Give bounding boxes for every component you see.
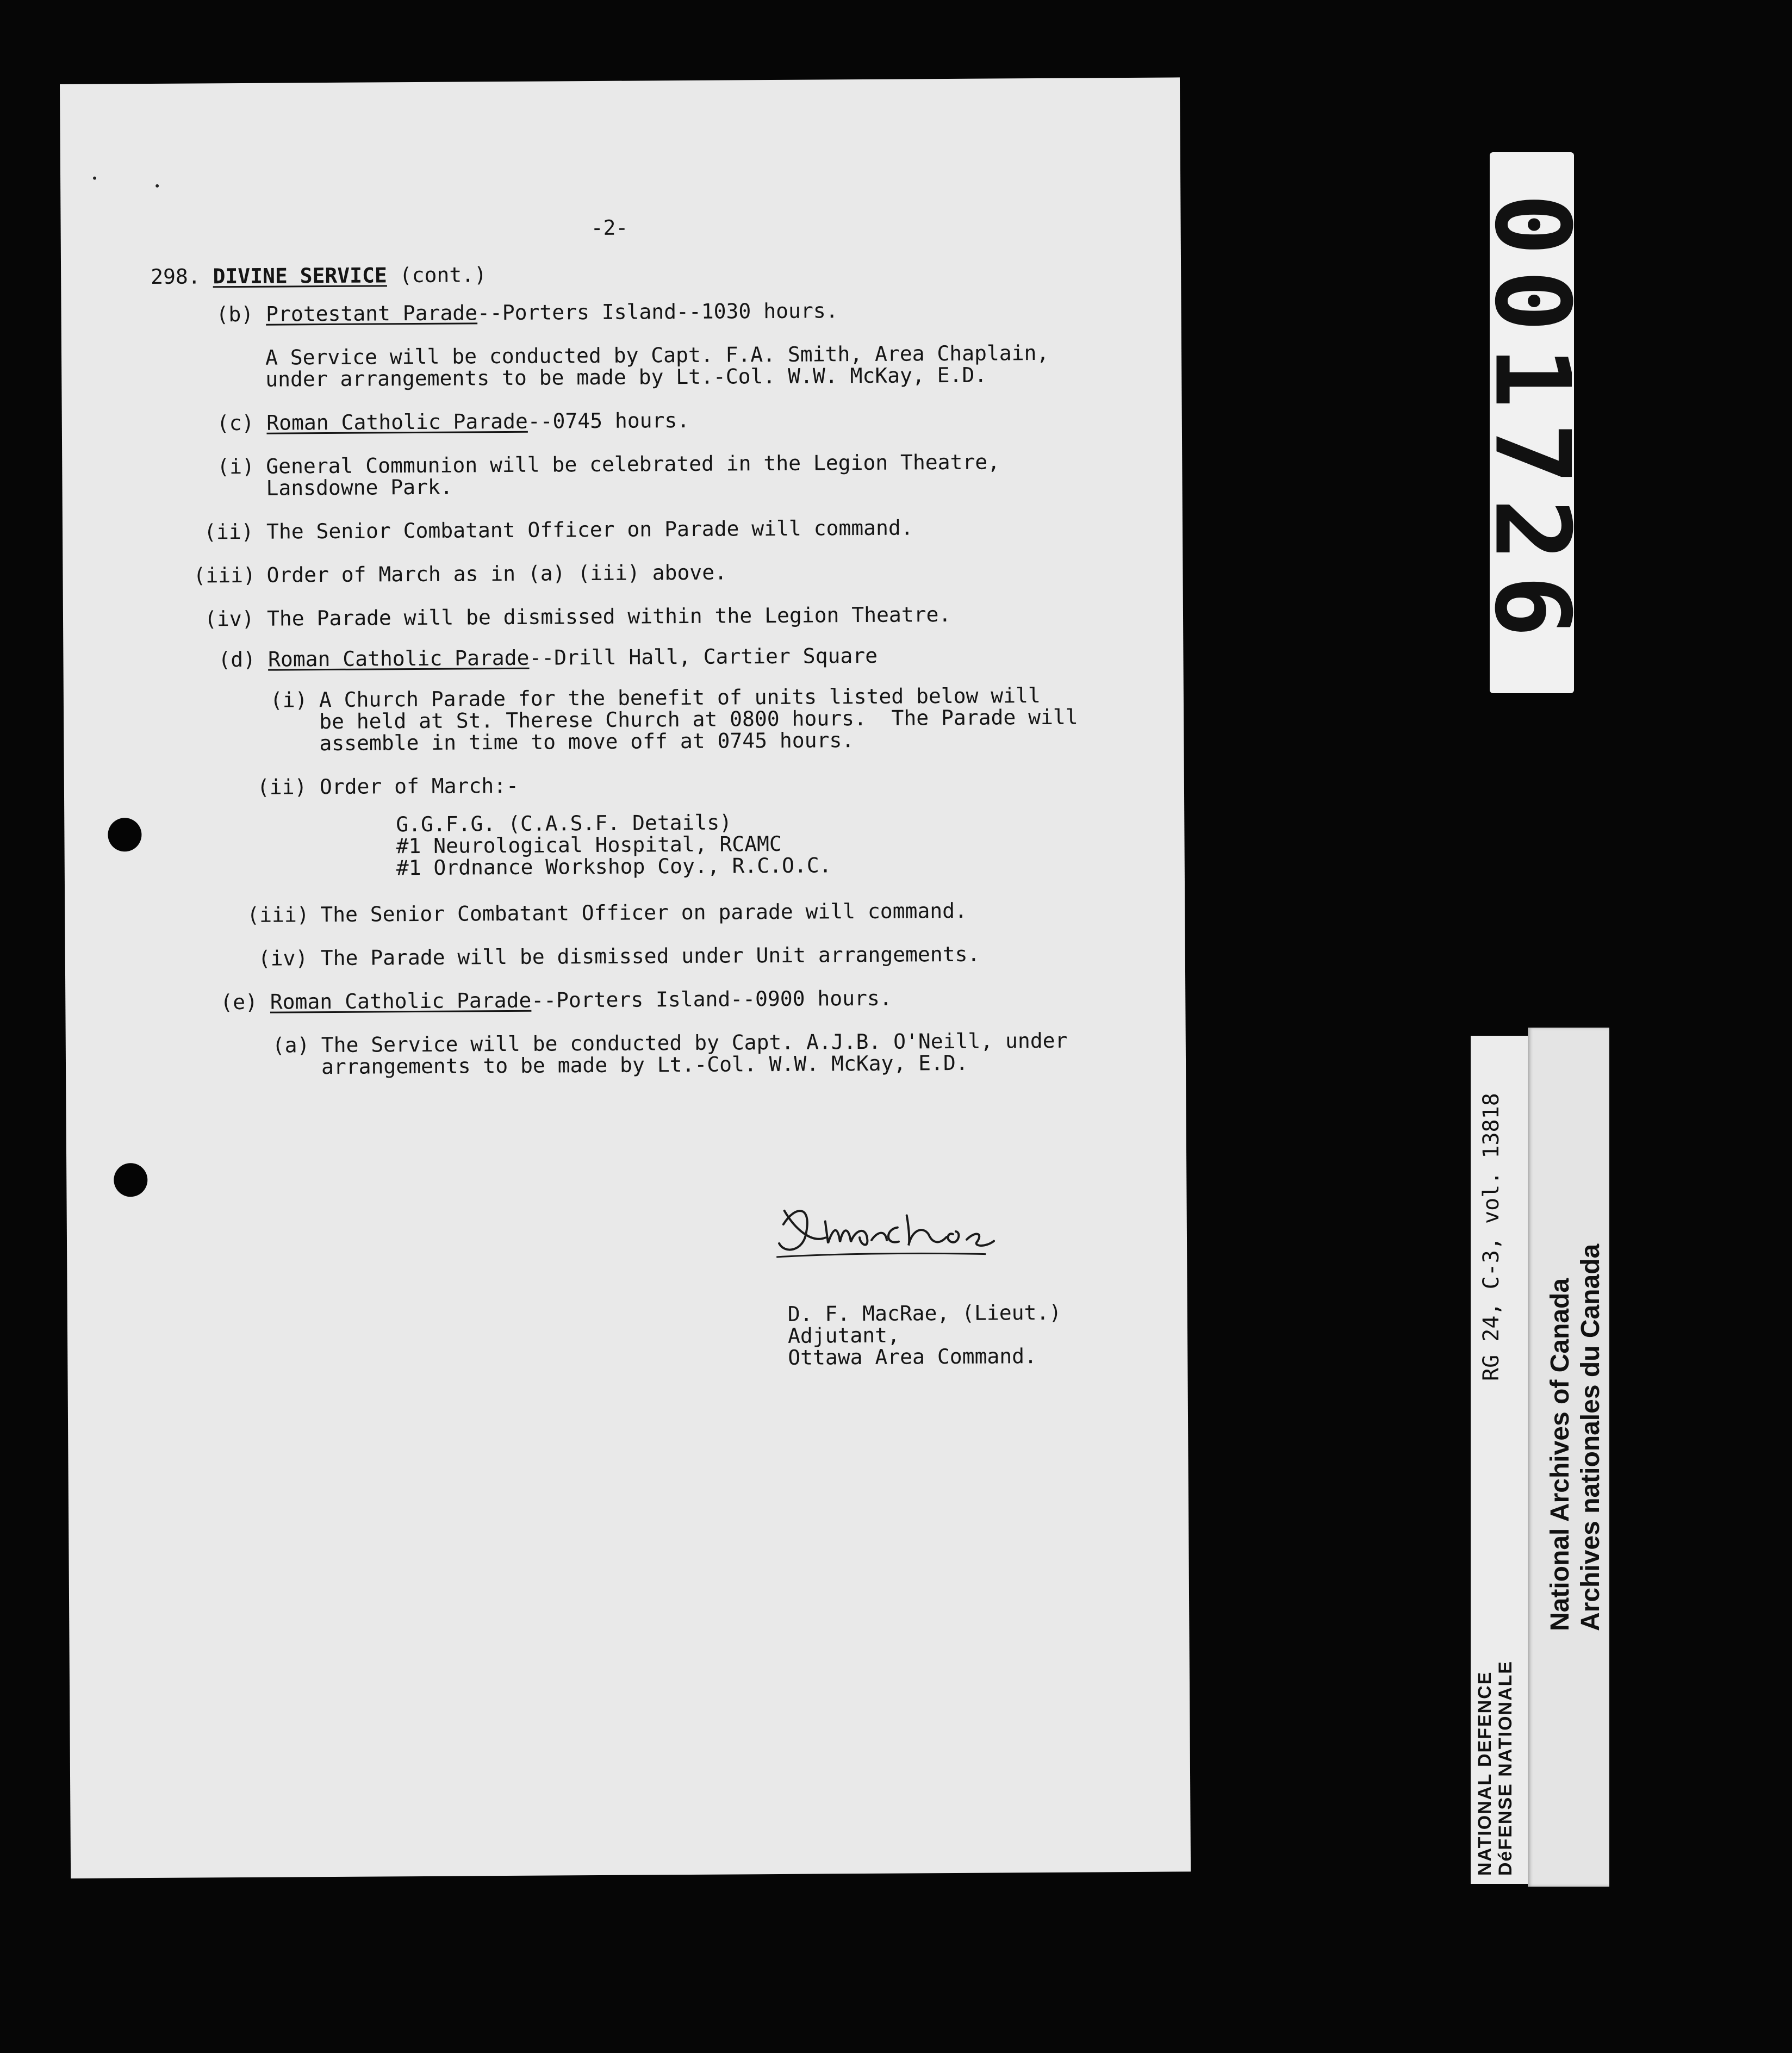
item-c-i-marker: (i) (217, 454, 255, 479)
item-title: Roman Catholic Parade (267, 645, 530, 671)
page-number: -2- (590, 215, 629, 240)
item-d-iv-marker: (iv) (258, 946, 308, 970)
department-en: NATIONAL DEFENCE (1474, 1671, 1495, 1876)
item-title: Protestant Parade (265, 301, 478, 326)
item-d-heading (218, 645, 878, 670)
item-d-i-line: assemble in time to move off at 0745 hours. (319, 728, 855, 756)
typed-memo (60, 77, 1191, 1878)
item-d-i-line: be held at St. Therese Church at 0800 hours. The Parade will (319, 705, 1078, 734)
archives-name-en: National Archives of Canada (1546, 1278, 1575, 1631)
item-marker: (b) (216, 302, 254, 327)
heading-suffix: (cont.) (399, 263, 487, 288)
item-e-a-line: The Service will be conducted by Capt. A.J.B. O'Neill, under (321, 1028, 1068, 1057)
archive-reference: RG 24, C-3, vol. 13818 (1479, 1093, 1504, 1381)
item-c-i-line: General Communion will be celebrated in the Legion Theatre, (266, 450, 1000, 478)
item-details: --Porters Island--0900 hours. (531, 986, 892, 1012)
march-unit: #1 Neurological Hospital, RCAMC (396, 831, 782, 858)
item-b-line: A Service will be conducted by Capt. F.A. Smith, Area Chaplain, (265, 340, 1049, 370)
item-d-iii-marker: (iii) (247, 903, 309, 927)
signatory-name: D. F. MacRae, (Lieut.) (787, 1300, 1062, 1326)
frame-number-strip (1472, 152, 1592, 693)
item-c-i-line: Lansdowne Park. (266, 475, 453, 500)
item-title: Roman Catholic Parade (266, 409, 528, 435)
item-e-a-line: arrangements to be made by Lt.-Col. W.W. McKay, E.D. (321, 1050, 968, 1079)
item-marker: (e) (220, 990, 258, 1015)
item-c-iii-marker: (iii) (193, 563, 256, 588)
item-details: --Drill Hall, Cartier Square (529, 643, 878, 670)
item-e-a-marker: (a) (272, 1033, 310, 1057)
item-b-heading (216, 300, 838, 325)
item-details: --0745 hours. (527, 408, 690, 433)
item-d-ii-text: Order of March:- (319, 773, 519, 799)
handwritten-signature (774, 1198, 1008, 1265)
item-details: --Porters Island--1030 hours. (477, 298, 838, 325)
frame-number: 001726 (1472, 193, 1592, 652)
signatory-command: Ottawa Area Command. (788, 1344, 1037, 1370)
item-d-i-marker: (i) (270, 688, 308, 712)
item-d-iii-text: The Senior Combatant Officer on parade will command. (320, 898, 968, 927)
item-d-iv-text: The Parade will be dismissed under Unit arrangements. (320, 942, 980, 970)
march-unit: #1 Ordnance Workshop Coy., R.C.O.C. (396, 853, 832, 880)
item-d-ii-marker: (ii) (257, 775, 307, 799)
item-d-i-line: A Church Parade for the benefit of units listed below will (319, 683, 1041, 712)
item-marker: (c) (216, 410, 254, 436)
item-c-heading (217, 409, 690, 434)
heading-title: DIVINE SERVICE (213, 263, 387, 289)
item-title: Roman Catholic Parade (270, 988, 532, 1014)
archives-name-fr: Archives nationales du Canada (1576, 1243, 1605, 1631)
section-heading (151, 264, 487, 288)
item-c-iv-text: The Parade will be dismissed within the Legion Theatre. (266, 602, 951, 631)
department-fr: DéFENSE NATIONALE (1495, 1660, 1516, 1876)
item-c-iii-text: Order of March as in (a) (iii) above. (266, 560, 727, 587)
march-unit: G.G.F.G. (C.A.S.F. Details) (396, 810, 732, 837)
item-c-ii-text: The Senior Combatant Officer on Parade will command. (266, 515, 913, 544)
item-c-ii-marker: (ii) (203, 519, 254, 544)
item-c-iv-marker: (iv) (204, 606, 254, 631)
signatory-title: Adjutant, (787, 1323, 900, 1348)
item-marker: (d) (218, 647, 256, 672)
item-e-heading (220, 987, 892, 1013)
item-b-line: under arrangements to be made by Lt.-Col. W.W. McKay, E.D. (265, 363, 987, 391)
heading-number: 298. (151, 264, 201, 289)
document-page (60, 77, 1191, 1878)
